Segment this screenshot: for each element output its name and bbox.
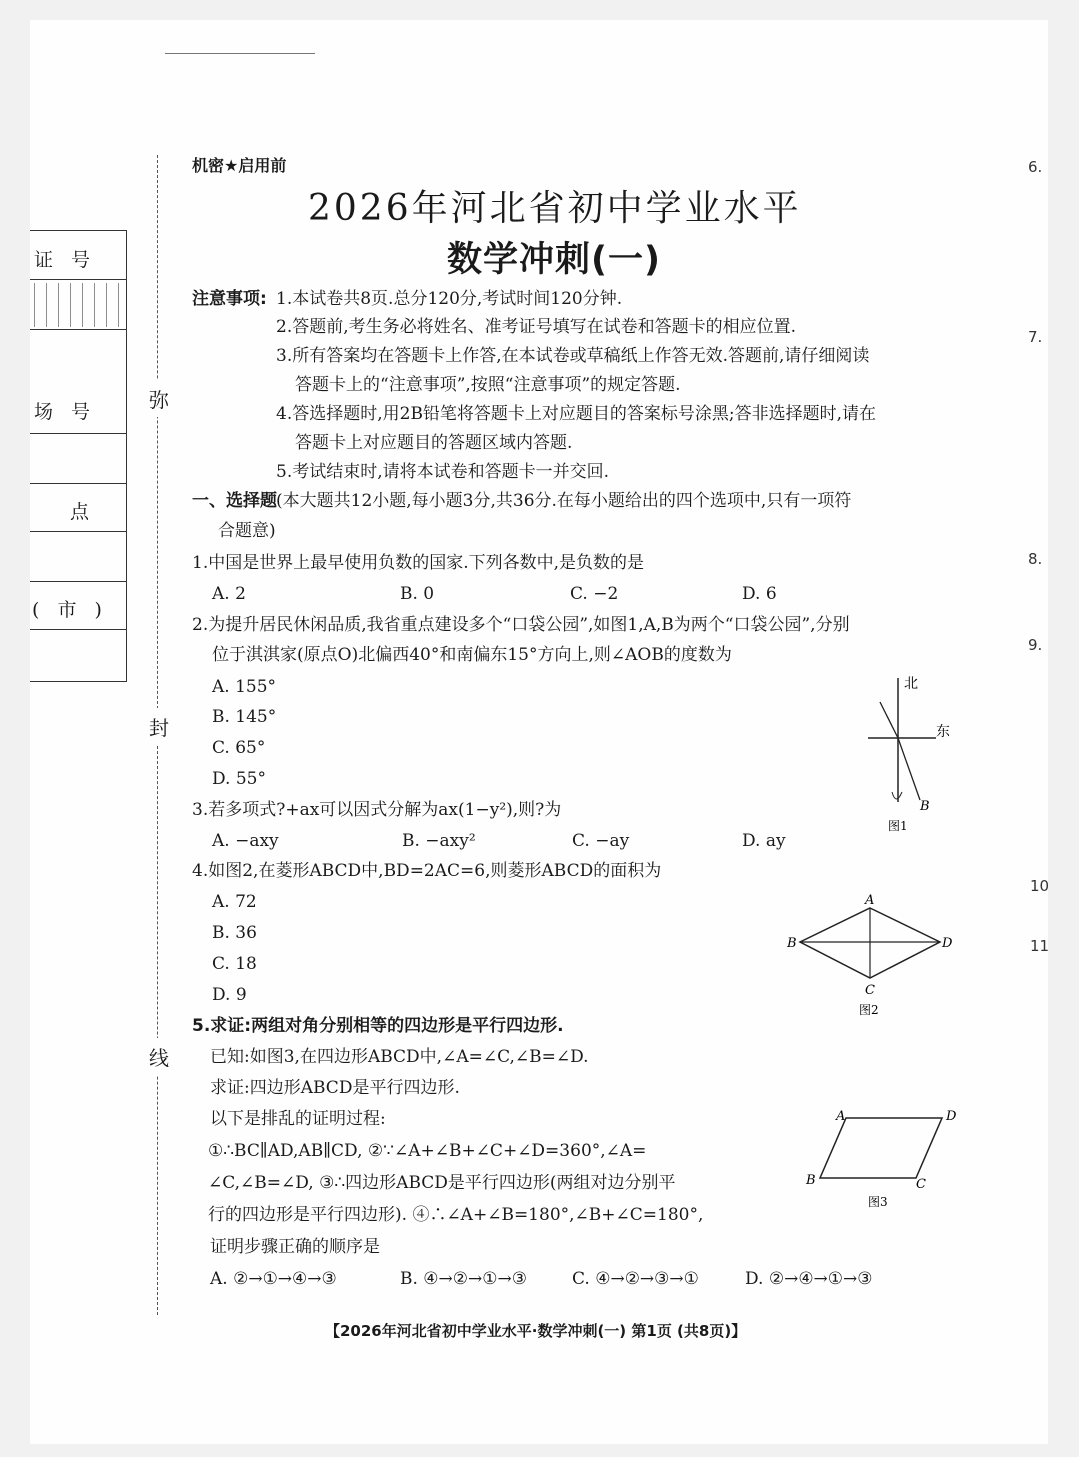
q5-proof-line-3: 行的四边形是平行四边形). ④∴∠A+∠B=180°,∠B+∠C=180°, bbox=[208, 1205, 704, 1225]
figure-1-caption: 图1 bbox=[888, 819, 908, 833]
note-item: 答题卡上对应题目的答题区域内答题. bbox=[295, 433, 573, 453]
figure-2-rhombus bbox=[785, 890, 960, 1020]
section-desc: (本大题共12小题,每小题3分,共36分.在每小题给出的四个选项中,只有一项符 bbox=[276, 491, 852, 511]
vertex-d: D bbox=[942, 936, 953, 951]
q5-stem: 5.求证:两组对角分别相等的四边形是平行四边形. bbox=[192, 1016, 564, 1036]
binding-row-blank bbox=[30, 435, 126, 484]
vertex-b: B bbox=[806, 1173, 816, 1188]
q5-proof-line-1: ①∴BC∥AD,AB∥CD, ②∵∠A+∠B+∠C+∠D=360°,∠A= bbox=[208, 1141, 647, 1161]
q4-option-c: C. 18 bbox=[212, 954, 257, 974]
q5-option-c: C. ④→②→③→① bbox=[572, 1269, 699, 1289]
q3-option-c: C. −ay bbox=[572, 831, 630, 851]
margin-num: 8. bbox=[1028, 550, 1043, 568]
east-label: 东 bbox=[936, 724, 950, 740]
q1-option-c: C. −2 bbox=[570, 584, 619, 604]
figure-3-caption: 图3 bbox=[868, 1195, 888, 1209]
page-footer: 【2026年河北省初中学业水平·数学冲刺(一) 第1页 (共8页)】 bbox=[325, 1322, 747, 1340]
seal-char-feng: 封 bbox=[149, 708, 169, 745]
ray-oa bbox=[880, 702, 898, 738]
binding-table bbox=[30, 230, 127, 682]
q2-stem-2: 位于淇淇家(原点O)北偏西40°和南偏东15°方向上,则∠AOB的度数为 bbox=[212, 645, 732, 665]
q2-option-a: A. 155° bbox=[212, 677, 277, 697]
vertex-a: A bbox=[865, 893, 875, 908]
q3-option-b: B. −axy² bbox=[402, 831, 476, 851]
binding-field-city: ( 市 ) bbox=[32, 599, 108, 621]
vertex-b: B bbox=[787, 936, 797, 951]
margin-num: 6. bbox=[1028, 158, 1043, 176]
q5-proof-line-2: ∠C,∠B=∠D, ③∴四边形ABCD是平行四边形(两组对边分别平 bbox=[208, 1173, 676, 1193]
binding-row-city bbox=[30, 583, 126, 630]
q2-option-c: C. 65° bbox=[212, 738, 266, 758]
q3-option-d: D. ay bbox=[742, 831, 786, 851]
margin-num: 7. bbox=[1028, 328, 1043, 346]
q5-given: 已知:如图3,在四边形ABCD中,∠A=∠C,∠B=∠D. bbox=[210, 1047, 589, 1067]
note-item: 2.答题前,考生务必将姓名、准考证号填写在试卷和答题卡的相应位置. bbox=[276, 317, 797, 337]
q1-stem: 1.中国是世界上最早使用负数的国家.下列各数中,是负数的是 bbox=[192, 553, 645, 573]
vertex-d: D bbox=[946, 1109, 957, 1124]
point-b-label: B bbox=[920, 799, 930, 814]
q2-option-d: D. 55° bbox=[212, 769, 266, 789]
q5-option-d: D. ②→④→①→③ bbox=[745, 1269, 873, 1289]
binding-row-id bbox=[30, 231, 126, 280]
section-desc-2: 合题意) bbox=[218, 521, 276, 541]
confidential-label: 机密★启用前 bbox=[192, 156, 287, 175]
figure-1-compass bbox=[860, 670, 970, 840]
binding-row-room bbox=[30, 381, 126, 434]
binding-field-room: 场 号 bbox=[34, 401, 97, 423]
note-item: 答题卡上的“注意事项”,按照“注意事项”的规定答题. bbox=[295, 375, 681, 395]
q4-option-b: B. 36 bbox=[212, 923, 257, 943]
q4-option-d: D. 9 bbox=[212, 985, 247, 1005]
q3-stem: 3.若多项式?+ax可以因式分解为ax(1−y²),则?为 bbox=[192, 800, 562, 820]
binding-field-id: 证 号 bbox=[34, 249, 97, 271]
q5-ask: 证明步骤正确的顺序是 bbox=[210, 1237, 380, 1257]
note-item: 4.答选择题时,用2B铅笔将答题卡上对应题目的答案标号涂黑;答非选择题时,请在 bbox=[276, 404, 877, 424]
binding-row-id-boxes bbox=[30, 281, 126, 330]
q2-stem: 2.为提升居民休闲品质,我省重点建设多个“口袋公园”,如图1,A,B为两个“口袋公园”,分别 bbox=[192, 615, 850, 635]
page-subtitle: 数学冲刺(一) bbox=[447, 240, 661, 280]
ray-ob bbox=[898, 738, 920, 800]
q5-intro: 以下是排乱的证明过程: bbox=[210, 1109, 386, 1129]
note-item: 5.考试结束时,请将本试卷和答题卡一并交回. bbox=[276, 462, 610, 482]
margin-num: 9. bbox=[1028, 636, 1043, 654]
binding-field-site: 点 bbox=[70, 501, 96, 523]
notes-label: 注意事项: bbox=[192, 289, 267, 309]
vertex-c: C bbox=[916, 1177, 926, 1192]
vertex-c: C bbox=[865, 983, 875, 998]
q5-option-a: A. ②→①→④→③ bbox=[210, 1269, 337, 1289]
q2-option-b: B. 145° bbox=[212, 707, 277, 727]
section-title: 一、选择题 bbox=[192, 491, 277, 511]
q5-prove: 求证:四边形ABCD是平行四边形. bbox=[210, 1078, 460, 1098]
figure-3-parallelogram bbox=[800, 1100, 965, 1215]
q1-option-d: D. 6 bbox=[742, 584, 777, 604]
q4-option-a: A. 72 bbox=[212, 892, 257, 912]
binding-row-site bbox=[30, 485, 126, 532]
north-label: 北 bbox=[904, 676, 918, 692]
top-rule bbox=[165, 53, 315, 54]
seal-char-xian: 线 bbox=[149, 1038, 169, 1075]
margin-num: 11 bbox=[1030, 937, 1050, 955]
angle-arc bbox=[892, 792, 902, 799]
q3-option-a: A. −axy bbox=[212, 831, 279, 851]
binding-row-blank2 bbox=[30, 533, 126, 582]
q1-option-a: A. 2 bbox=[212, 584, 246, 604]
q5-option-b: B. ④→②→①→③ bbox=[400, 1269, 527, 1289]
q4-stem: 4.如图2,在菱形ABCD中,BD=2AC=6,则菱形ABCD的面积为 bbox=[192, 861, 662, 881]
seal-char-mi: 弥 bbox=[149, 380, 169, 417]
vertex-a: A bbox=[836, 1109, 846, 1124]
note-item: 3.所有答案均在答题卡上作答,在本试卷或草稿纸上作答无效.答题前,请仔细阅读 bbox=[276, 346, 870, 366]
note-item: 1.本试卷共8页.总分120分,考试时间120分钟. bbox=[276, 289, 623, 309]
parallelogram-shape bbox=[820, 1118, 942, 1178]
q1-option-b: B. 0 bbox=[400, 584, 435, 604]
margin-num: 10 bbox=[1030, 877, 1050, 895]
figure-2-caption: 图2 bbox=[859, 1003, 879, 1017]
page-title: 2026年河北省初中学业水平 bbox=[308, 188, 802, 229]
